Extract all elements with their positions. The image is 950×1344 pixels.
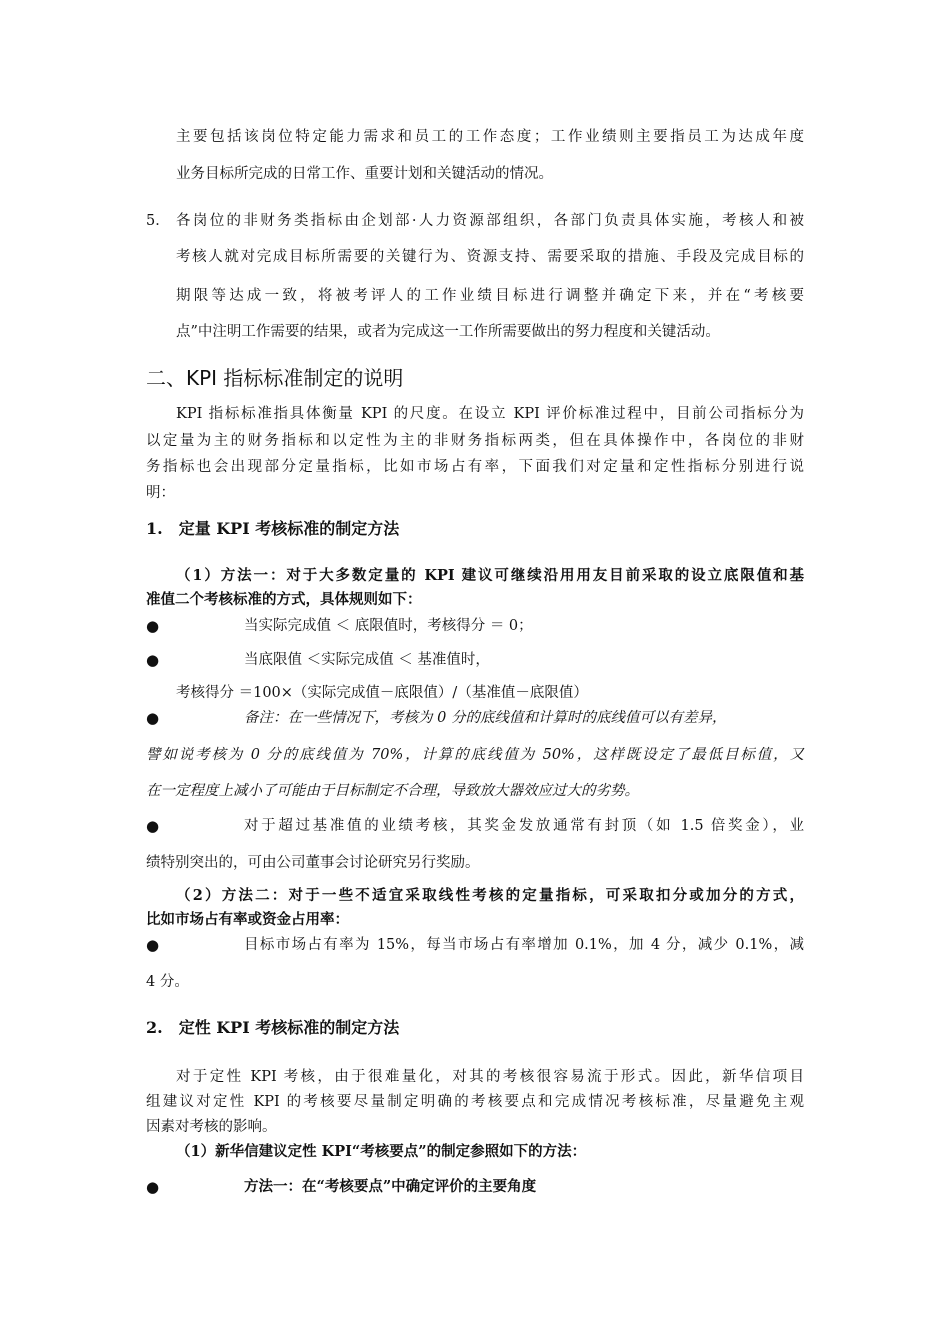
paragraph-line: 主要包括该岗位特定能力需求和员工的工作态度；工作业绩则主要指员工为达成年度 [176,129,804,145]
paragraph-line: 各岗位的非财务类指标由企划部·人力资源部组织，各部门负责具体实施，考核人和被 [176,213,804,229]
bullet-icon: ● [146,936,160,954]
bullet-icon: ● [146,617,160,635]
note-text: 在一定程度上减小了可能由于目标制定不合理，导致放大器效应过大的劣势。 [146,783,639,799]
method-heading: （1）新华信建议定性 KPI“考核要点”的制定参照如下的方法： [176,1143,587,1160]
paragraph-line: 业务目标所完成的日常工作、重要计划和关键活动的情况。 [176,166,553,182]
paragraph-line: 组建议对定性 KPI 的考核要尽量制定明确的考核要点和完成情况考核标准，尽量避免主观 [146,1094,804,1110]
section-heading: 二、KPI 指标标准制定的说明 [146,366,404,390]
bullet-text: 绩特别突出的，可由公司董事会讨论研究另行奖励。 [146,855,480,871]
bullet-icon: ● [146,1178,160,1196]
note-text: 譬如说考核为 0 分的底线值为 70%，计算的底线值为 50%，这样既设定了最低目标值，又 [146,747,804,763]
paragraph-line: 以定量为主的财务指标和以定性为主的非财务指标两类，但在具体操作中，各岗位的非财 [146,433,804,449]
paragraph-line: 务指标也会出现部分定量指标，比如市场占有率，下面我们对定量和定性指标分别进行说 [146,459,804,475]
method-heading: （2）方法二：对于一些不适宜采取线性考核的定量指标，可采取扣分或加分的方式， [176,887,804,904]
bullet-icon: ● [146,651,160,669]
bullet-text: 方法一：在“考核要点”中确定评价的主要角度 [244,1178,537,1195]
subsection-heading: 2. 定性 KPI 考核标准的制定方法 [146,1018,400,1037]
bullet-text: 4 分。 [146,974,189,990]
method-heading: 准值二个考核标准的方式，具体规则如下： [146,591,422,608]
paragraph-line: 对于定性 KPI 考核，由于很难量化，对其的考核很容易流于形式。因此，新华信项目 [176,1069,804,1085]
paragraph-line: KPI 指标标准指具体衡量 KPI 的尺度。在设立 KPI 评价标准过程中，目前公司指标分为 [176,406,804,422]
paragraph-line: 因素对考核的影响。 [146,1119,277,1135]
paragraph-line: 考核人就对完成目标所需要的关键行为、资源支持、需要采取的措施、手段及完成目标的 [176,249,804,265]
paragraph-line: 明： [146,485,175,501]
bullet-icon: ● [146,709,160,727]
method-heading: （1）方法一：对于大多数定量的 KPI 建议可继续沿用用友目前采取的设立底限值和基 [176,567,804,584]
paragraph-line: 点”中注明工作需要的结果，或者为完成这一工作所需要做出的努力程度和关键活动。 [176,324,720,340]
bullet-text: 当底限值 ＜实际完成值 ＜ 基准值时， [244,652,490,668]
list-number: 5． [146,213,170,229]
formula: 考核得分 ＝100×（实际完成值－底限值）/（基准值－底限值） [176,685,588,701]
paragraph-line: 期限等达成一致，将被考评人的工作业绩目标进行调整并确定下来，并在“考核要 [176,288,804,304]
note-text: 备注：在一些情况下，考核为 0 分的底线值和计算时的底线值可以有差异， [244,710,727,726]
bullet-text: 对于超过基准值的业绩考核，其奖金发放通常有封顶（如 1.5 倍奖金），业 [244,818,804,834]
bullet-icon: ● [146,817,160,835]
bullet-text: 目标市场占有率为 15%，每当市场占有率增加 0.1%，加 4 分，减少 0.1%，减 [244,937,804,953]
method-heading: 比如市场占有率或资金占用率： [146,911,349,928]
bullet-text: 当实际完成值 ＜ 底限值时，考核得分 ＝ 0； [244,618,533,634]
subsection-heading: 1. 定量 KPI 考核标准的制定方法 [146,519,400,538]
